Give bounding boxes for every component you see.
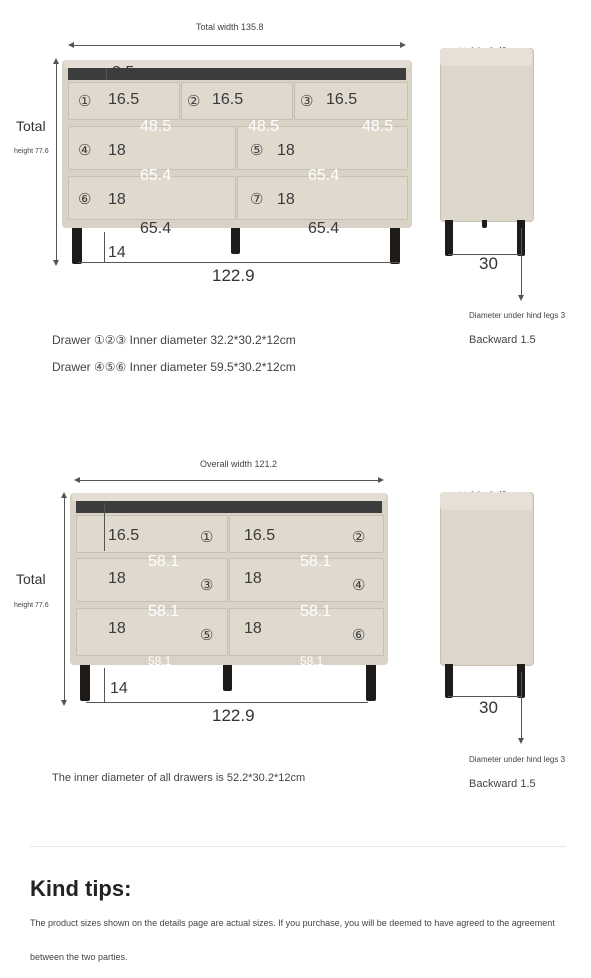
top-dim: 3.5	[112, 64, 135, 81]
drawer-num: ④	[78, 142, 92, 159]
drawer-num: ⑥	[78, 191, 92, 208]
side-view-top	[440, 492, 532, 510]
side-depth: 30	[479, 698, 498, 717]
drawer-width: 65.4	[140, 220, 172, 237]
drawer-num: ⑥	[352, 627, 366, 644]
leg-height-line	[104, 232, 105, 262]
hind-leg-line	[521, 672, 522, 740]
divider	[30, 846, 566, 847]
arrow-down-icon	[518, 295, 524, 301]
top-dim-line	[104, 503, 105, 551]
drawer-width: 58.1	[148, 603, 180, 620]
drawer-height: 18	[108, 191, 126, 208]
leg-front-right	[366, 665, 376, 701]
leg-front-mid	[223, 665, 232, 691]
drawer-width: 65.4	[140, 167, 172, 184]
drawer-width: 65.4	[308, 167, 340, 184]
total-width-label: Total width 135.8	[196, 22, 264, 32]
height-label: height 77.6	[14, 148, 49, 155]
drawer-width: 48.5	[140, 118, 172, 135]
drawer-height: 16.5	[326, 91, 358, 108]
drawer-height: 18	[108, 570, 126, 587]
total-label: Total	[16, 571, 46, 587]
leg-height: 14	[110, 680, 128, 697]
height-line	[56, 62, 57, 262]
arrow-down-icon	[53, 260, 59, 266]
overall-width-line	[78, 480, 380, 481]
leg-front-left	[72, 228, 82, 264]
drawer-height: 18	[244, 570, 262, 587]
arrow-right-icon	[378, 477, 384, 483]
overall-width-label: Overall width 121.2	[200, 459, 278, 469]
drawer-num: ⑤	[250, 142, 264, 159]
side-view-body	[440, 48, 534, 222]
side-leg-front	[445, 664, 453, 698]
total-label: Total	[16, 118, 46, 134]
drawer-height: 18	[108, 620, 126, 637]
base-width-line	[86, 702, 368, 703]
drawer-num: ③	[300, 93, 314, 110]
leg-height-line	[104, 668, 105, 702]
leg-front-right	[390, 228, 400, 264]
diameter-note: Diameter under hind legs 3	[469, 311, 566, 320]
tips-line-1: The product sizes shown on the details page are actual sizes. If you purchase, you will be deemed to have agreed to the agreement	[30, 918, 555, 928]
drawer-width: 58.1	[300, 553, 332, 570]
tips-line-2: between the two parties.	[30, 952, 128, 962]
caption: The inner diameter of all drawers is 52.2*30.2*12cm	[52, 772, 306, 784]
total-width-line	[72, 45, 402, 46]
drawer-num: ⑦	[250, 191, 264, 208]
side-leg-front	[445, 220, 453, 256]
tips-title: Kind tips:	[30, 876, 132, 901]
side-leg-hidden	[482, 220, 487, 228]
drawer-width: 58.1	[148, 553, 180, 570]
caption-2: Drawer ④⑤⑥ Inner diameter 59.5*30.2*12cm	[52, 360, 296, 374]
backward-label: Backward 1.5	[469, 334, 536, 346]
drawer-num: ④	[352, 577, 366, 594]
arrow-right-icon	[400, 42, 406, 48]
drawer-height: 16.5	[244, 527, 276, 544]
drawer-num: ⑤	[200, 627, 214, 644]
drawer-width: 65.4	[308, 220, 340, 237]
top-dim-line	[106, 68, 107, 80]
drawer-height: 16.5	[108, 527, 140, 544]
drawer-num: ①	[200, 529, 214, 546]
drawer-height: 16.5	[212, 91, 244, 108]
arrow-down-icon	[61, 700, 67, 706]
arrow-up-icon	[53, 58, 59, 64]
arrow-left-icon	[68, 42, 74, 48]
drawer-width: 58.1	[300, 654, 324, 668]
caption-1: Drawer ①②③ Inner diameter 32.2*30.2*12cm	[52, 333, 296, 347]
drawer-width: 48.5	[248, 118, 280, 135]
side-view-body	[440, 492, 534, 666]
height-label: height 77.6	[14, 602, 49, 609]
top-dim: 3.5	[110, 500, 133, 517]
drawer-height: 18	[244, 620, 262, 637]
side-view-top	[440, 48, 532, 66]
backward-label: Backward 1.5	[469, 778, 536, 790]
drawer-width: 58.1	[300, 603, 332, 620]
drawer-width: 58.1	[148, 654, 172, 668]
drawer-width: 48.5	[362, 118, 394, 135]
leg-front-mid	[231, 228, 240, 254]
drawer-num: ①	[78, 93, 92, 110]
arrow-down-icon	[518, 738, 524, 744]
drawer-height: 18	[277, 142, 295, 159]
drawer-height: 18	[277, 191, 295, 208]
base-width-line	[78, 262, 400, 263]
base-width: 122.9	[212, 266, 255, 285]
base-width: 122.9	[212, 706, 255, 725]
drawer-height: 16.5	[108, 91, 140, 108]
side-depth: 30	[479, 254, 498, 273]
drawer-num: ③	[200, 577, 214, 594]
drawer-num: ②	[352, 529, 366, 546]
height-line	[64, 496, 65, 702]
arrow-up-icon	[61, 492, 67, 498]
drawer-height: 18	[108, 142, 126, 159]
arrow-left-icon	[74, 477, 80, 483]
drawer-num: ②	[187, 93, 201, 110]
hind-leg-line	[521, 228, 522, 298]
leg-height: 14	[108, 244, 126, 261]
diameter-note: Diameter under hind legs 3	[469, 755, 566, 764]
leg-front-left	[80, 665, 90, 701]
side-depth-line	[448, 696, 522, 697]
